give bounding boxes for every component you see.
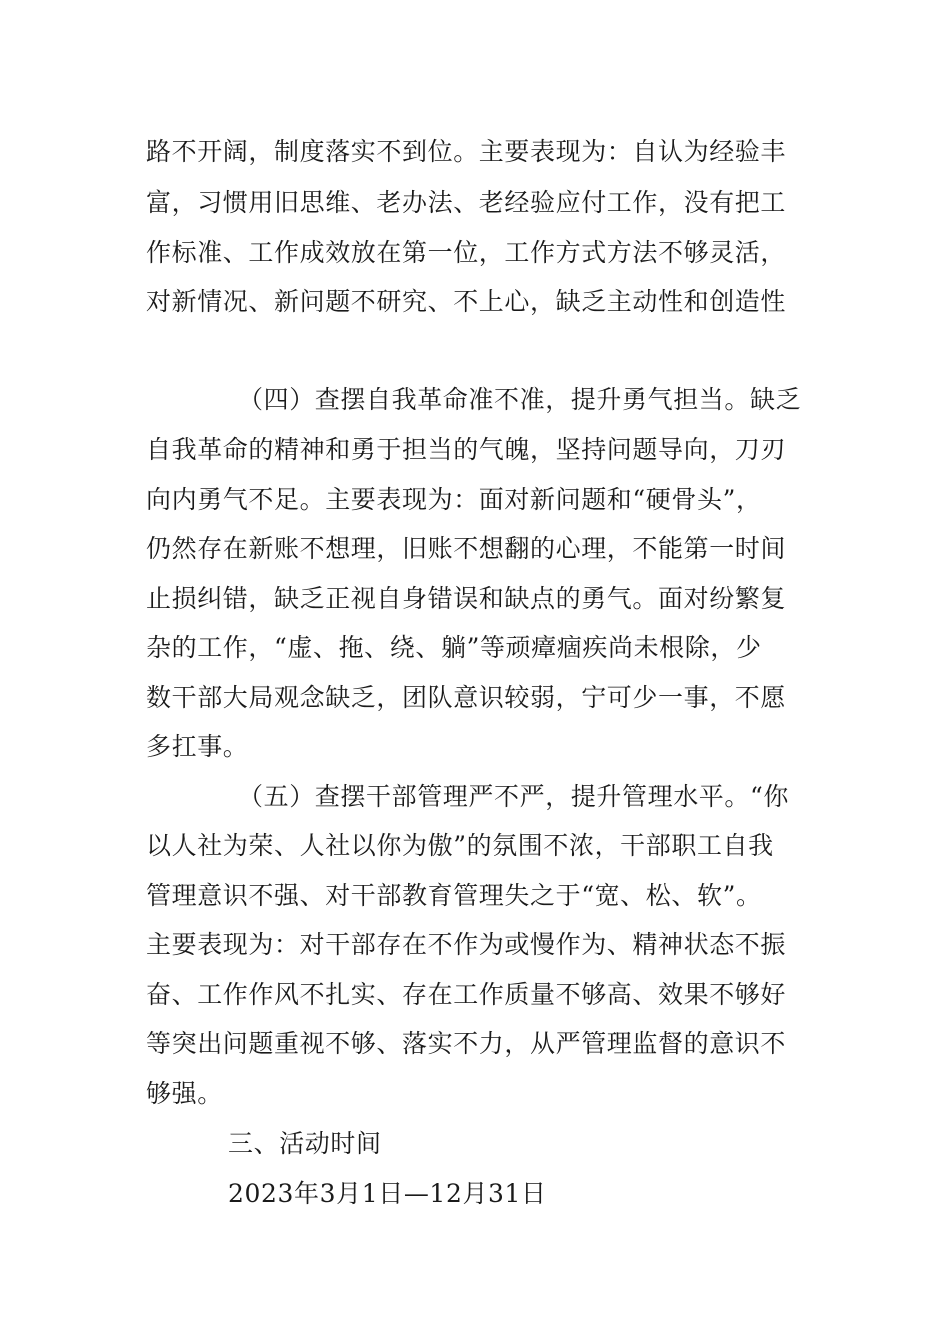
body-text-line: 向内勇气不足。主要表现为：面对新问题和“硬骨头”， (146, 485, 762, 514)
body-text-line: 自我革命的精神和勇于担当的气魄，坚持问题导向，刀刃 (146, 435, 787, 464)
body-text-line: 作标准、工作成效放在第一位，工作方式方法不够灵活， (146, 238, 787, 267)
body-text-line: 路不开阔，制度落实不到位。主要表现为：自认为经验丰 (146, 137, 787, 166)
body-text-line: 止损纠错，缺乏正视自身错误和缺点的勇气。面对纷繁复 (146, 584, 787, 613)
body-text-line: 数干部大局观念缺乏，团队意识较弱，宁可少一事，不愿 (146, 683, 787, 712)
paragraph-heading-line: （四）查摆自我革命准不准，提升勇气担当。缺乏 (238, 385, 802, 414)
body-text-line: 等突出问题重视不够、落实不力，从严管理监督的意识不 (146, 1029, 787, 1058)
body-text-line: 仍然存在新账不想理，旧账不想翻的心理，不能第一时间 (146, 534, 787, 563)
body-text-line: 主要表现为：对干部存在不作为或慢作为、精神状态不振 (146, 930, 787, 959)
body-text-line: 够强。 (146, 1079, 223, 1108)
paragraph-heading-line: （五）查摆干部管理严不严，提升管理水平。“你 (238, 782, 789, 811)
date-range: 2023年3月1日—12月31日 (228, 1179, 547, 1208)
body-text-line: 多扛事。 (146, 732, 249, 761)
body-text-line: 以人社为荣、人社以你为傲”的氛围不浓，干部职工自我 (146, 831, 774, 860)
body-text-line: 对新情况、新问题不研究、不上心，缺乏主动性和创造性 (146, 287, 787, 316)
body-text-line: 奋、工作作风不扎实、存在工作质量不够高、效果不够好 (146, 980, 787, 1009)
section-heading: 三、活动时间 (228, 1129, 382, 1158)
body-text-line: 富，习惯用旧思维、老办法、老经验应付工作，没有把工 (146, 188, 787, 217)
body-text-line: 杂的工作，“虚、拖、绕、躺”等顽瘴痼疾尚未根除，少 (146, 633, 762, 662)
body-text-line: 管理意识不强、对干部教育管理失之于“宽、松、软”。 (146, 881, 762, 910)
